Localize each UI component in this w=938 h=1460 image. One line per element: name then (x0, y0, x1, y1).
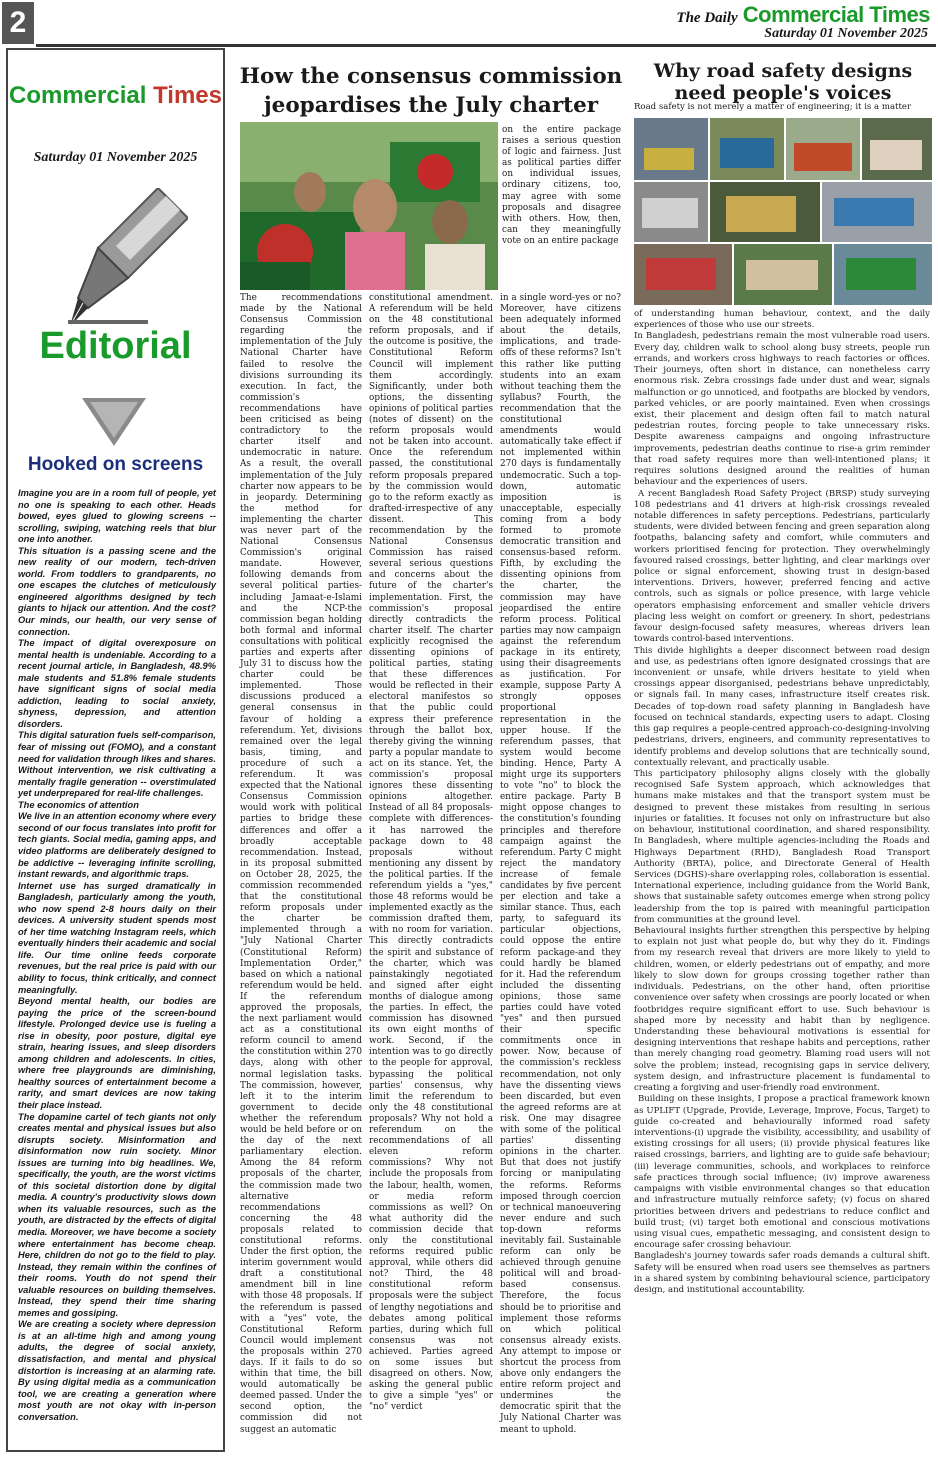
article2-photo-collage (634, 118, 932, 305)
editorial-subhead: The economics of attention (18, 799, 139, 810)
article2-paragraph: Building on these insights, I propose a practical framework known as UPLIFT (Upgrade, Provide, Leverage, Improve, Focus, Target) to guide co-created and behaviourally informed road safety interventions-(i) upgrade the visibility, accessibility, and usability of existing crossings for all users; (ii) provide physical features like raised crossings, barriers, and lighting are to guide safe behaviour; (iii) leverage communities, schools, and workplaces to reinforce safe practices through social influence; (iv) improve awareness campaigns with visible environmental changes so that education and infrastructure mutually reinforce safety; (v) focus on shared priorities between drivers and pedestrians to reduce conflict and build trust; (vi) target both emotional and conscious motivations using visual cues, empathetic messaging, and consistent design to encourage safer crossing behaviour. (634, 1094, 930, 1251)
editorial-body (18, 488, 216, 1423)
sidebar-date: Saturday 01 November 2025 (33, 150, 198, 165)
editorial-paragraph: We are creating a society where depression is at an all-time high and among young adults, the degree of social anxiety, dissatisfaction, and mental and physical distortion is increasing at an alarming rate. By using digital media as a communication tool, we are creating a generation where most youth are not okay with in-person conversation. (18, 1319, 216, 1422)
editorial-sidebar (6, 48, 225, 1452)
editorial-paragraph: Internet use has surged dramatically in Bangladesh, particularly among the youth, who now spend 2-8 hours daily on their devices. A university student spends most of her time watching Instagram reels, which eventually hinders their academic and social life. Our time online feeds corporate revenues, but the real price is paid with our ability to focus, think critically, and connect meaningfully. (18, 880, 216, 995)
article1-column-c-top: on the entire package raises a serious question of logic and fairness. Just as political parties differ on individual issues, ordinary citizens, too, may agree with some proposals and disagree with others. How, then, can they meaningfully vote on an entire package (502, 125, 621, 246)
article2-paragraph: This divide highlights a deeper disconnect between road design and use, as pedestrians often ignore designated crossings that are inconvenient or unsafe, while drivers hesitate to yield when crossings appear disorganised, pedestrians behave unpredictably, or signals fail. In many cases, infrastructure itself creates risk. Decades of top-down road safety planning in Bangladesh have focused on technical standards, expecting users to adapt. Closing this gap requires a people-centred approach-co-designing-involving pedestrians, drivers, engineers, and community representatives to identify problems and develop solutions that are technically sound, contextually relevant, and practically usable. (634, 645, 930, 768)
masthead (676, 2, 930, 28)
editorial-paragraph: Beyond mental health, our bodies are paying the price of the screen-bound lifestyle. Prolonged device use is fueling a rise in obesity, poor posture, digital eye strain, hearing issues, and sleep disorders among children and adolescents. In cities, where free playgrounds are diminishing, healthy sources of entertainment become a rarity, and smart devices are now taking their place instead. (18, 996, 216, 1110)
article2-body (634, 309, 930, 1296)
sidebar-logo-b: Times (153, 82, 222, 109)
editorial-paragraph: We live in an attention economy where every second of our focus translates into profit for tech giants. Social media, gaming apps, and video platforms are deliberately designed to be addictive -- leveraging infinite scrolling, instant rewards, and algorithmic traps. (18, 811, 216, 880)
fountain-pen-icon (68, 188, 188, 328)
editorial-headline: Hooked on screens (27, 454, 204, 475)
article2-paragraph: Behavioural insights further strengthen this perspective by helping to explain not just what people do, but why they do it. Findings from my research reveal that drivers are more likely to yield to children, women, or elderly pedestrians out of empathy, and more likely to slow down for groups crossing together rather than individuals. Pedestrians, on the other hand, often prioritise convenience over safety when crossings are poorly located or when footbridges require significant effort to use. Such behaviour is shaped more by necessity and habit than by negligence. Understanding these behavioural motivations is essential for designing interventions that reshape habits and perceptions, rather than merely changing road geometry. Blaming road users will not solve the problem; instead, recognising gaps in service delivery, system design, and infrastructure placement is fundamental to creating a forgiving and user-friendly road environment. (634, 926, 930, 1094)
article2-title: Why road safety designs need people's voices (653, 60, 913, 104)
article2-paragraph: Bangladesh's journey towards safer roads demands a cultural shift. Safety will be ensured when road users see themselves as partners in a shared system by combining behavioural science, participatory design, and institutional accountability. (634, 1251, 930, 1296)
editorial-paragraph: Imagine you are in a room full of people, yet no one is speaking to each other. Heads bowed, eyes glued to glowing screens -- scrolling, swiping, watching reels that blur one into another. (18, 488, 216, 545)
sidebar-logo-a: Commercial (9, 82, 147, 109)
header-rule (36, 44, 936, 47)
article2-paragraph: A recent Bangladesh Road Safety Project (BRSP) study surveying 108 pedestrians and 41 drivers at high-risk crossings revealed notable differences in safety perceptions. Pedestrians, particularly students, were divided between fencing and green separation along footpaths, balancing safety and comfort, while commuters and workers prioritised fencing for protection. They overwhelmingly favoured raised crossings, better lighting, and clear markings over police or signal enforcement, showing trust in design-based interventions. Drivers, however, preferred fencing and active controls, such as signals or police presence, with large vehicle operators emphasising enforcement and smaller vehicle drivers placing less weight on comfort or greenery. In short, pedestrians favour design-focused safety measures, whereas drivers lean towards control-based interventions. (634, 488, 930, 645)
article1-column-b: constitutional amendment. A referendum will be held on the 48 constitutional reform proposals, and if the outcome is positive, the Constitutional Reform Council will implement them accordingly. Significantly, under both options, the dissenting opinions of political parties (notes of dissent) on the reform proposals would not be taken into account. Once the referendum passed, the constitutional reform proposals prepared by the commission would go to the reform exactly as drafted-irrespective of any dissent. This recommendation by the National Consensus Commission has raised several serious questions and concerns about the future of the charter's implementation. First, the commission's proposal directly contradicts the charter itself. The charter explicitly recognised the dissenting opinions of political parties, stating that these differences would be reflected in their electoral manifestos so that the public could express their preference through the ballot box, thereby giving the winning party a popular mandate to act on its stance. Yet, the commission's proposal ignores these dissenting opinions altogether. Instead of all 84 proposals-complete with differences-it has narrowed the package down to 48 proposals without mentioning any dissent by the political parties. If the referendum yields a "yes," those 48 reforms would be implemented exactly as the commission drafted them, with no room for variation. This directly contradicts the spirit and substance of the charter, which was painstakingly negotiated and signed after eight months of dialogue among the parties. In effect, the commission has disowned its own eight months of work. Second, if the intention was to go directly to the people for approval, bypassing the political parties' consensus, why limit the referendum to only the 48 constitutional proposals? Why not hold a referendum on the recommendations of all eleven reform commissions? Why not include the proposals from the labour, health, women, or media reform commissions as well? On what authority did the commission decide that only the constitutional reforms required public approval, while others did not? Third, the 48 constitutional reform proposals were the subject of lengthy negotiations and debates among political parties, during which full consensus was not achieved. Parties agreed on some issues but disagreed on others. Now, asking the general public to give a simple "yes" or "no" verdict (369, 293, 493, 1413)
article1-title: How the consensus commission jeopardises the July charter (239, 64, 623, 118)
editorial-paragraph: The impact of digital overexposure on mental health is undeniable. According to a recent journal article, in Bangladesh, 48.9% male students and 51.8% female students have significant signs of social media addiction, leading to social anxiety, shyness, depression, and attention disorders. (18, 638, 216, 729)
masthead-date: Saturday 01 November 2025 (764, 26, 928, 41)
editorial-paragraph: This digital saturation fuels self-comparison, fear of missing out (FOMO), and a constant need for validation through likes and shares. Without intervention, we risk cultivating a mentally fragile generation -- overstimulated yet underprepared for real-life challenges. (18, 730, 216, 799)
masthead-brand: Commercial Times (742, 2, 930, 27)
section-title: Editorial (39, 325, 192, 367)
article1-column-c: in a single word-yes or no? Moreover, have citizens been adequately informed about the details, implications, and trade-offs of these reforms? Isn't this rather like putting students into an exam without teaching them the syllabus? Fourth, the recommendation that the constitutional amendments would automatically take effect if not implemented within 270 days is fundamentally undemocratic. Such a top-down, automatic imposition is unacceptable, especially coming from a body formed to promote democratic transition and consensus-based reform. Fifth, by excluding the dissenting opinions from the charter, the commission may have jeopardised the entire reform process. Political parties may now campaign against the referendum package in its entirety, using their disagreements as justification. For example, suppose Party A strongly opposes proportional representation in the upper house. If the referendum passes, that system would become binding. Hence, Party A might urge its supporters to vote "no" to block the entire package. Party B might oppose changes to the constitution's founding principles and therefore campaign against the referendum. Party C might reject the mandatory increase of female candidates by five percent per election and take a similar stance. Thus, each party, to safeguard its particular objections, could oppose the entire reform package-and they could hardly be blamed for it. Had the referendum included the dissenting opinions, those same parties could have voted "yes" and then pursued their specific commitments once in power. Now, because of the commission's reckless recommendation, not only have the dissenting views been discarded, but even the agreed reforms are at risk. One may disagree with some of the political parties' dissenting opinions in the charter. But that does not justify forcing or manipulating the reforms. Reforms imposed through coercion or technical manoeuvering never endure and such top-down reforms inevitably fail. Sustainable reform can only be achieved through genuine political will and broad-based consensus. Therefore, the focus should be to prioritise and implement those reforms on which political consensus already exists. Any attempt to impose or shortcut the process from above only endangers the entire reform project and undermines the democratic spirit that the July National Charter was meant to uphold. (500, 293, 621, 1435)
down-arrow-icon (82, 398, 146, 446)
article2-intro: Road safety is not merely a matter of engineering; it is a matter (634, 102, 912, 112)
article2-paragraph: This participatory philosophy aligns closely with the globally recognised Safe System approach, which acknowledges that humans make mistakes and that the transport system must be designed to prevent these mistakes from resulting in serious injuries or fatalities. It focuses not only on infrastructure but also on behaviour, institutional coordination, and shared responsibility. In Bangladesh, where multiple agencies-including the Roads and Highways Department (RHD), Bangladesh Road Transport Authority (BRTA), police, and Directorate General of Health Services (DGHS)-share overlapping roles, collaboration is essential. International experience, including guidance from the World Bank, shows that sustainable safety outcomes emerge when strong policy leadership from the top is paired with meaningful participation from communities at the ground level. (634, 768, 930, 925)
article1-column-a: The recommendations made by the National Consensus Commission regarding the implementation of the July National Charter have failed to resolve the divisions surrounding its execution. In fact, the commission's recommendations have been criticised as being contradictory to the charter itself and undemocratic in nature. As a result, the overall implementation of the July charter now appears to be in jeopardy. Determining the method for implementing the charter was never part of the National Consensus Commission's original mandate. However, following demands from several political parties-including Jamaat-e-Islami and the NCP-the commission began holding both formal and informal consultations with political parties and experts after July 31 to discuss how the charter could be implemented. Those discussions produced a general consensus in favour of holding a referendum. Yet, divisions remained over the legal basis, timing, and procedure of such a referendum. It was expected that the National Consensus Commission would work with political parties to bridge these differences and offer a broadly acceptable recommendation. Instead, in its proposal submitted on October 28, 2025, the commission recommended that the constitutional reform proposals under the charter be implemented through a "July National Charter (Constitutional Reform) Implementation Order," based on which a national referendum would be held. If the referendum approved the proposals, the next parliament would act as a constitutional reform council to amend the constitution within 270 days, along with other normal legislation tasks. The commission, however, left it to the interim government to decide whether the referendum would be held before or on the day of the next parliamentary election. Among the 84 reform proposals of the charter, the commission made two alternative recommendations concerning the 48 proposals related to constitutional reforms. Under the first option, the interim government would draft a constitutional amendment bill in line with those 48 proposals. If the referendum is passed with a "yes" vote, the Constitutional Reform Council would implement the proposals within 270 days. If it fails to do so within that time, the bill would automatically be deemed passed. Under the second option, the commission did not suggest an automatic (240, 293, 362, 1435)
editorial-paragraph: The dopamine cartel of tech giants not only creates mental and physical issues but also disrupts society. Misinformation and disinformation now ruin society. Minor issues are turning into big headlines. We, specifically, the youth, are the worst victims of this societal distortion done by digital media. A country's productivity slows down when its valuable resources, such as the youth, are distracted by the effects of digital media. Moreover, we have become a society where entertainment has become cheap. Here, children do not go to the field to play. Instead, they remain within the confines of their rooms. Youth do not spend their valuable resources on building themselves. Instead, they spend their time sharing memes and gossiping. (18, 1111, 216, 1318)
page-number: 2 (2, 2, 34, 44)
masthead-daily: The Daily (676, 10, 738, 26)
sidebar-logo (8, 82, 223, 110)
article1-photo (240, 122, 498, 290)
article2-paragraph: In Bangladesh, pedestrians remain the most vulnerable road users. Every day, children walk to school along busy streets, people run errands, and workers cross highways to reach factories or offices. Their journeys, often short in distance, can nonetheless carry enormous risk. Zebra crossings fade under dust and wear, signals malfunction or go unnoticed, and footpaths are blocked by vendors, parked vehicles, or are poorly maintained. Even when crossings exist, their placement and design often fail to match natural pedestrian routes, forcing people to take unnecessary risks. Despite awareness campaigns and ongoing infrastructure improvements, pedestrian deaths continue to rise-a grim reminder that road safety requires more than well-intentioned plans; it requires solutions designed around the realities of human behaviour and the experiences of users. (634, 331, 930, 488)
article2-paragraph: of understanding human behaviour, context, and the daily experiences of those who use our streets. (634, 309, 930, 331)
editorial-paragraph: This situation is a passing scene and the new reality of our modern, tech-driven world. From toddlers to grandparents, no one escapes the clutches of meticulously engineered algorithms designed by tech giants to hijack our attention. And the cost? Our minds, our health, our very sense of connection. (18, 545, 216, 637)
